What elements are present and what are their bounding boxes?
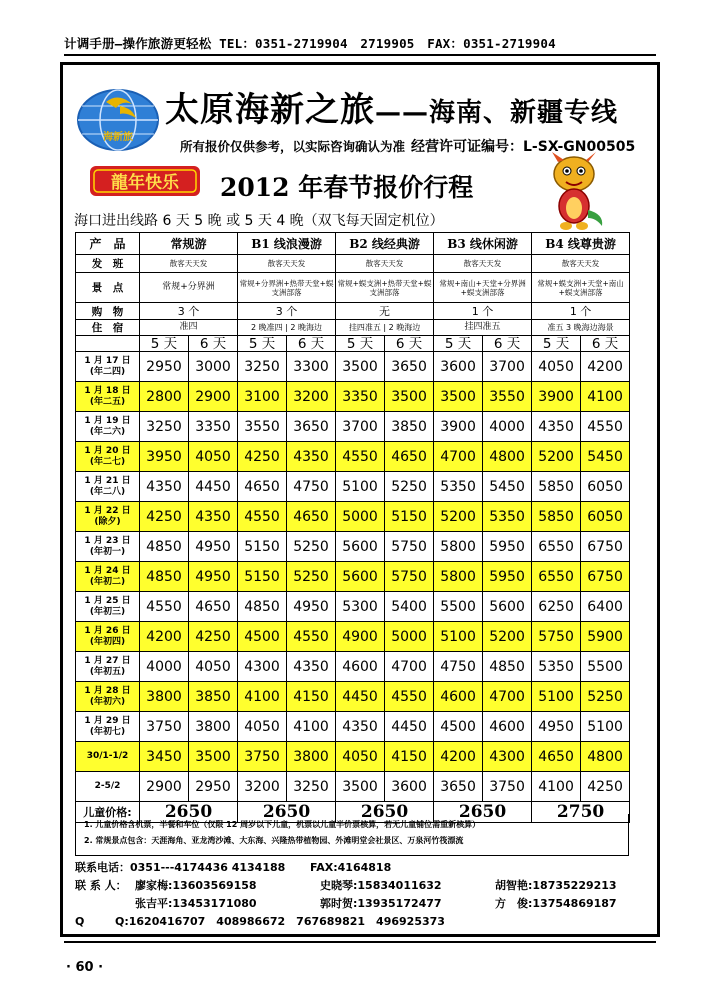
kid-price: 2650 [238,802,336,823]
shop-value: 1 个 [434,303,532,320]
date-label: 1 月 17 日 [84,355,131,366]
price-cell: 3500 [385,382,434,412]
day-label: (年初四) [89,636,126,647]
price-cell: 4300 [483,742,532,772]
price-cell: 4750 [434,652,483,682]
brand-subtitle: ——海南、新疆专线 [375,98,619,128]
notes-box [75,814,629,856]
date-label: 1 月 25 日 [84,595,131,606]
day-label: (年二五) [89,396,126,407]
shop-value: 3 个 [238,303,336,320]
price-cell: 4100 [532,772,581,802]
price-cell: 2950 [189,772,238,802]
spots-label: 景 点 [76,273,140,303]
contact-person: 廖家梅:13603569158 [135,879,257,892]
days-header: 6 天 [483,336,532,352]
days-header: 6 天 [287,336,336,352]
price-cell: 3200 [287,382,336,412]
price-cell: 3750 [140,712,189,742]
price-cell: 2900 [140,772,189,802]
contact-qq-row [75,913,635,931]
date-label: 1 月 28 日 [84,685,131,696]
price-cell: 4650 [385,442,434,472]
days-header: 6 天 [581,336,630,352]
price-cell: 4150 [385,742,434,772]
note-item: 2. 常规景点包含：天涯海角、亚龙湾沙滩、大东海、兴隆热带植物园、外滩明堂会社景区、万泉河竹筏漂流 [84,836,464,845]
price-cell: 4700 [483,682,532,712]
price-row [76,412,630,442]
day-label: (年二六) [89,426,126,437]
date-cell [76,502,140,532]
price-cell: 5500 [581,652,630,682]
contact-phone-row [75,859,635,877]
price-cell: 4500 [434,712,483,742]
days-header: 5 天 [336,336,385,352]
price-cell: 4350 [287,442,336,472]
price-cell: 5450 [581,442,630,472]
phone-number: 0351---4174436 4134188 [130,861,286,874]
price-cell: 5100 [532,682,581,712]
spots-value: 常规+分界洲+热带天堂+蜈支洲部落 [238,273,336,303]
price-cell: 4450 [189,472,238,502]
price-cell: 5300 [336,592,385,622]
product-name: B4 线尊贵游 [532,233,630,255]
price-cell: 3900 [532,382,581,412]
price-cell: 4650 [238,472,287,502]
price-cell: 4300 [238,652,287,682]
hotel-value: 准四 [140,320,238,336]
price-cell: 5250 [385,472,434,502]
kid-price: 2750 [532,802,630,823]
date-label: 30/1-1/2 [86,751,129,761]
depart-row [76,255,630,273]
date-cell [76,532,140,562]
day-label: (年初六) [89,696,126,707]
price-cell: 4950 [287,592,336,622]
date-cell [76,772,140,802]
date-cell [76,712,140,742]
price-cell: 4800 [581,742,630,772]
days-header: 5 天 [532,336,581,352]
price-cell: 3850 [385,412,434,442]
price-cell: 6750 [581,562,630,592]
date-label: 1 月 24 日 [84,565,131,576]
depart-value: 散客天天发 [336,255,434,273]
product-label: 产 品 [76,233,140,255]
price-cell: 4050 [336,742,385,772]
phone-label: 联系电话： [75,861,130,874]
price-cell: 4450 [336,682,385,712]
price-cell: 5150 [385,502,434,532]
price-cell: 4100 [287,712,336,742]
date-cell [76,742,140,772]
price-cell: 5800 [434,532,483,562]
shop-value: 1 个 [532,303,630,320]
date-label: 1 月 23 日 [84,535,131,546]
price-cell: 5750 [385,532,434,562]
price-cell: 3800 [287,742,336,772]
price-row [76,592,630,622]
price-cell: 3350 [189,412,238,442]
price-cell: 4900 [336,622,385,652]
price-cell: 4200 [140,622,189,652]
days-header: 6 天 [385,336,434,352]
price-cell: 6050 [581,502,630,532]
contact-block [75,859,635,931]
date-cell [76,682,140,712]
price-cell: 3100 [238,382,287,412]
note-item: 1. 儿童价格含机票，半餐和车位（仅限 12 周岁以下儿童，机票以儿童半价票核算，若无儿童铺位需重新核算） [84,820,481,829]
price-cell: 3750 [238,742,287,772]
header-divider [64,54,656,56]
price-cell: 4850 [140,562,189,592]
price-cell: 5200 [532,442,581,472]
price-row [76,382,630,412]
price-cell: 3550 [483,382,532,412]
date-cell [76,562,140,592]
price-cell: 5150 [238,562,287,592]
fax-number: FAX:4164818 [310,861,392,874]
date-label: 1 月 21 日 [84,475,131,486]
price-cell: 4550 [238,502,287,532]
price-cell: 3000 [189,352,238,382]
days-header: 5 天 [238,336,287,352]
hotel-value: 准五 3 晚海边海景 [532,320,630,336]
price-row [76,352,630,382]
price-cell: 3350 [336,382,385,412]
price-cell: 4200 [581,352,630,382]
price-cell: 4350 [287,652,336,682]
price-cell: 5000 [385,622,434,652]
price-cell: 4050 [532,352,581,382]
hotel-value: 挂四准五 | 2 晚海边 [336,320,434,336]
contact-person: 郭时贺:13935172477 [320,897,442,910]
price-cell: 4350 [336,712,385,742]
header-bar: 计调手册—操作旅游更轻松 TEL：0351-2719904 2719905 FAX：0351-2719904 [64,36,556,51]
price-cell: 4200 [434,742,483,772]
price-cell: 5100 [581,712,630,742]
price-cell: 4550 [287,622,336,652]
price-cell: 6400 [581,592,630,622]
price-cell: 4100 [581,382,630,412]
shop-label: 购 物 [76,303,140,320]
price-cell: 4550 [385,682,434,712]
price-cell: 4350 [532,412,581,442]
price-cell: 5500 [434,592,483,622]
date-label: 1 月 18 日 [84,385,131,396]
product-name: B2 线经典游 [336,233,434,255]
days-header-corner [76,336,140,352]
shop-value: 3 个 [140,303,238,320]
price-cell: 3300 [287,352,336,382]
price-cell: 3800 [140,682,189,712]
product-name: 常规游 [140,233,238,255]
price-cell: 4350 [140,472,189,502]
price-cell: 3600 [385,772,434,802]
price-cell: 3650 [287,412,336,442]
price-cell: 3550 [238,412,287,442]
globe-logo-icon [76,88,160,152]
day-label: (年二四) [89,366,126,377]
day-label: (年初五) [89,666,126,677]
price-cell: 4850 [140,532,189,562]
days-header: 5 天 [434,336,483,352]
price-cell: 4450 [385,712,434,742]
depart-label: 发 班 [76,255,140,273]
days-header-row [76,336,630,352]
price-cell: 5350 [532,652,581,682]
price-cell: 3700 [336,412,385,442]
price-cell: 5450 [483,472,532,502]
price-row [76,532,630,562]
date-label: 1 月 19 日 [84,415,131,426]
day-label: (除夕) [94,516,121,527]
price-cell: 4600 [336,652,385,682]
price-cell: 4600 [483,712,532,742]
price-cell: 4950 [189,532,238,562]
depart-value: 散客天天发 [140,255,238,273]
depart-value: 散客天天发 [238,255,336,273]
price-cell: 5600 [336,532,385,562]
price-cell: 4250 [140,502,189,532]
price-cell: 5600 [483,592,532,622]
hotel-value: 挂四准五 [434,320,532,336]
license-number: 经营许可证编号：L-SX-GN00505 [411,139,636,155]
price-cell: 3600 [434,352,483,382]
main-title: 2012 年春节报价行程 [220,173,474,202]
price-cell: 5850 [532,502,581,532]
price-cell: 5350 [434,472,483,502]
days-header: 5 天 [140,336,189,352]
brand-name: 太原海新之旅 [165,90,375,130]
date-cell [76,412,140,442]
price-cell: 5250 [287,532,336,562]
contact-person: 史晓琴:15834011632 [320,879,442,892]
price-cell: 4650 [532,742,581,772]
brand-title [165,82,618,131]
dragon-mascot-icon [540,152,610,234]
price-cell: 3250 [287,772,336,802]
price-cell: 5200 [483,622,532,652]
price-cell: 5100 [434,622,483,652]
price-cell: 3800 [189,712,238,742]
price-cell: 5750 [385,562,434,592]
hotel-row [76,320,630,336]
price-row [76,472,630,502]
price-cell: 5800 [434,562,483,592]
price-cell: 6550 [532,562,581,592]
price-cell: 4050 [189,652,238,682]
days-header: 6 天 [189,336,238,352]
shop-value: 无 [336,303,434,320]
date-label: 1 月 29 日 [84,715,131,726]
new-year-badge [88,160,202,200]
day-label: (年二八) [89,486,126,497]
price-row [76,652,630,682]
price-cell: 3250 [140,412,189,442]
price-cell: 5400 [385,592,434,622]
price-cell: 3750 [483,772,532,802]
kid-price: 2650 [140,802,238,823]
price-cell: 6050 [581,472,630,502]
price-cell: 5850 [532,472,581,502]
price-cell: 4550 [336,442,385,472]
price-cell: 4500 [238,622,287,652]
price-cell: 5950 [483,532,532,562]
price-cell: 4050 [238,712,287,742]
price-cell: 3500 [336,352,385,382]
price-cell: 4700 [434,442,483,472]
date-cell [76,382,140,412]
contact-people-row [75,877,635,895]
disclaimer: 所有报价仅供参考，以实际咨询确认为准 [180,139,406,154]
price-cell: 3250 [238,352,287,382]
price-cell: 6250 [532,592,581,622]
price-cell: 4700 [385,652,434,682]
price-cell: 4950 [189,562,238,592]
price-cell: 5200 [434,502,483,532]
price-cell: 4050 [189,442,238,472]
qq-numbers: Q:1620416707 408986672 767689821 496925373 [115,915,445,928]
price-cell: 6750 [581,532,630,562]
price-cell: 5150 [238,532,287,562]
price-cell: 5900 [581,622,630,652]
price-cell: 4550 [581,412,630,442]
price-cell: 4750 [287,472,336,502]
price-cell: 3450 [140,742,189,772]
date-cell [76,352,140,382]
hotel-value: 2 晚准四 | 2 晚海边 [238,320,336,336]
day-label: (年初三) [89,606,126,617]
price-row [76,682,630,712]
price-row [76,622,630,652]
price-cell: 3850 [189,682,238,712]
price-cell: 4150 [287,682,336,712]
price-row [76,772,630,802]
price-cell: 4650 [287,502,336,532]
spots-value: 常规+蜈支洲+热带天堂+蜈支洲部落 [336,273,434,303]
price-cell: 2950 [140,352,189,382]
price-cell: 4250 [581,772,630,802]
price-cell: 5750 [532,622,581,652]
price-cell: 2900 [189,382,238,412]
date-cell [76,442,140,472]
price-cell: 4250 [189,622,238,652]
price-cell: 3700 [483,352,532,382]
price-cell: 5600 [336,562,385,592]
kid-price: 2650 [434,802,532,823]
price-cell: 4850 [238,592,287,622]
contact-person: 方 俊:13754869187 [495,897,617,910]
hotel-label: 住 宿 [76,320,140,336]
contact-people-row [75,895,635,913]
route-description: 海口进出线路 6 天 5 晚 或 5 天 4 晚（双飞每天固定机位） [74,213,444,229]
price-cell: 3650 [434,772,483,802]
logo-text: 海新旅 [103,132,133,143]
spots-row [76,273,630,303]
price-row [76,742,630,772]
price-cell: 5950 [483,562,532,592]
person-label: 联 系 人： [75,879,127,892]
price-row [76,562,630,592]
product-row [76,233,630,255]
price-cell: 4000 [483,412,532,442]
price-cell: 3500 [336,772,385,802]
price-cell: 4550 [140,592,189,622]
price-cell: 3650 [385,352,434,382]
footer-divider [64,941,656,943]
price-cell: 4250 [238,442,287,472]
day-label: (年初一) [89,546,126,557]
qq-label: Q [75,915,85,928]
date-label: 1 月 20 日 [84,445,131,456]
price-cell: 3500 [189,742,238,772]
price-cell: 4650 [189,592,238,622]
product-name: B1 线浪漫游 [238,233,336,255]
kid-price: 2650 [336,802,434,823]
badge-text: 龍年快乐 [111,173,179,193]
depart-value: 散客天天发 [532,255,630,273]
page-number: · 60 · [66,960,104,975]
date-label: 1 月 22 日 [84,505,131,516]
price-rows [76,352,630,802]
price-row [76,502,630,532]
price-table [75,232,630,823]
price-cell: 5000 [336,502,385,532]
date-cell [76,622,140,652]
price-cell: 4850 [483,652,532,682]
date-cell [76,652,140,682]
day-label: (年二七) [89,456,126,467]
contact-person: 胡智艳:18735229213 [495,879,617,892]
price-cell: 3500 [434,382,483,412]
date-label: 1 月 26 日 [84,625,131,636]
price-cell: 3200 [238,772,287,802]
date-cell [76,472,140,502]
price-cell: 3950 [140,442,189,472]
price-cell: 4600 [434,682,483,712]
price-cell: 5350 [483,502,532,532]
price-cell: 5250 [287,562,336,592]
price-cell: 4950 [532,712,581,742]
depart-value: 散客天天发 [434,255,532,273]
day-label: (年初七) [89,726,126,737]
price-cell: 4800 [483,442,532,472]
price-row [76,712,630,742]
price-cell: 4100 [238,682,287,712]
product-name: B3 线休闲游 [434,233,532,255]
day-label: (年初二) [89,576,126,587]
spots-value: 常规+蜈支洲+天堂+南山+蜈支洲部落 [532,273,630,303]
price-row [76,442,630,472]
date-cell [76,592,140,622]
price-cell: 4000 [140,652,189,682]
kid-price-label: 儿童价格: [76,802,140,823]
spots-value: 常规+分界洲 [140,273,238,303]
price-cell: 5100 [336,472,385,502]
contact-person: 张吉平:13453171080 [135,897,257,910]
date-label: 1 月 27 日 [84,655,131,666]
price-cell: 4350 [189,502,238,532]
price-cell: 5250 [581,682,630,712]
price-cell: 2800 [140,382,189,412]
spots-value: 常规+南山+天堂+分界洲+蜈支洲部落 [434,273,532,303]
shop-row [76,303,630,320]
date-label: 2-5/2 [94,781,121,791]
price-cell: 6550 [532,532,581,562]
price-cell: 3900 [434,412,483,442]
